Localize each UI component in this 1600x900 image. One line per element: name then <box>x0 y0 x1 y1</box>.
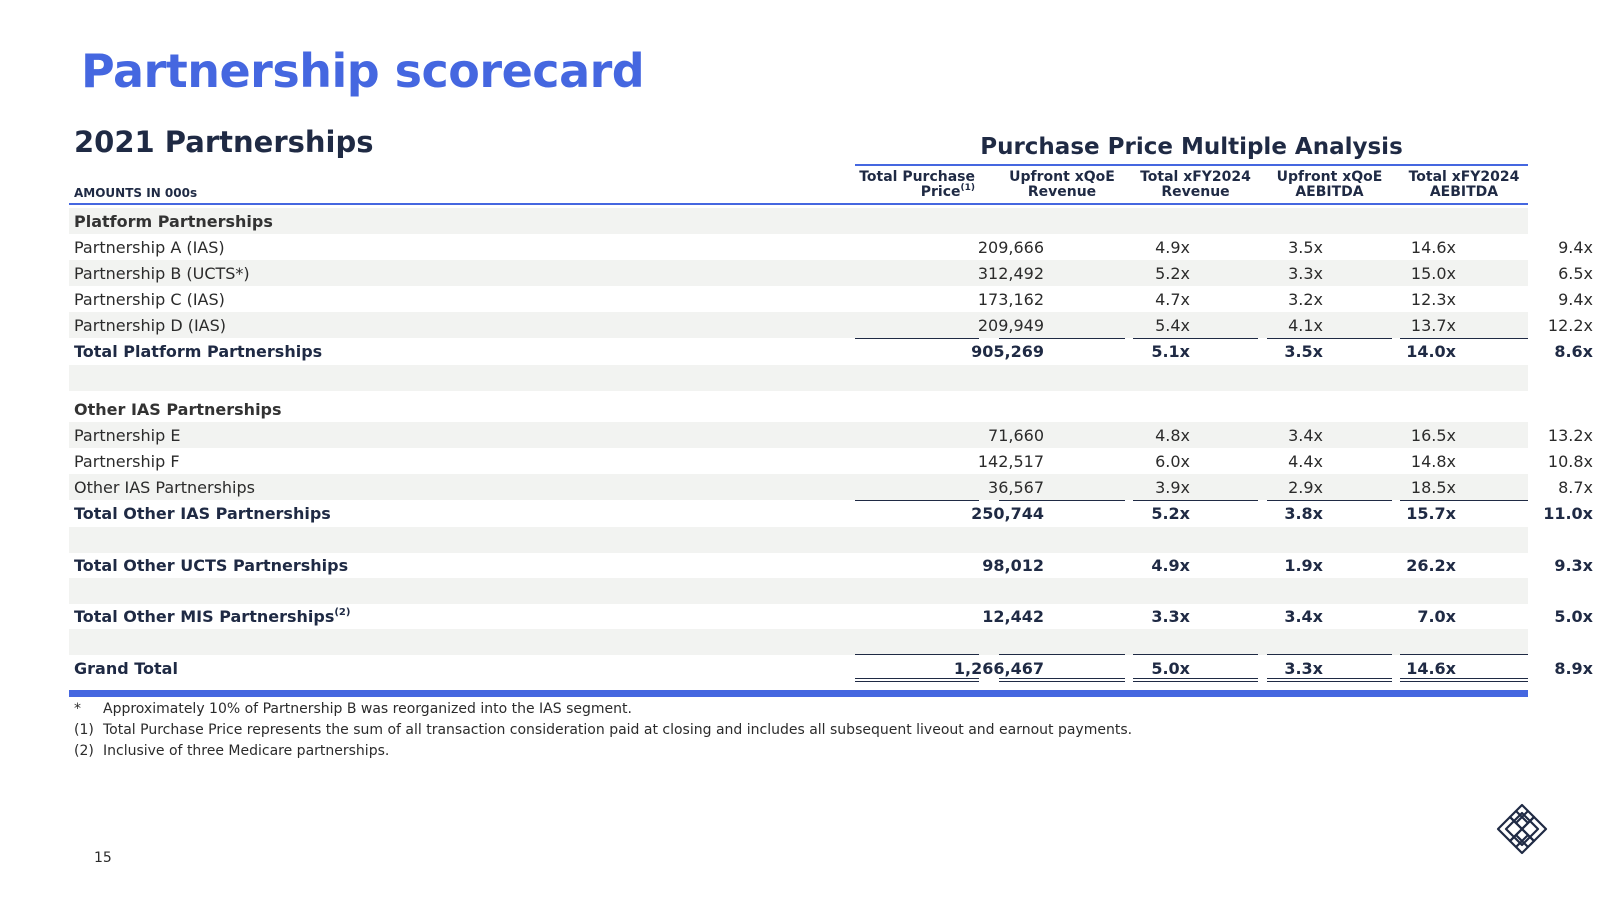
analysis-title-rule <box>855 164 1528 166</box>
table-row: Other IAS Partnerships 36,567 3.9x 2.9x 18.5x 8.7x <box>69 474 1528 500</box>
table-row: Partnership D (IAS) 209,949 5.4x 4.1x 13.7x 12.2x <box>69 312 1528 338</box>
grand-total-double-rule <box>1267 678 1392 682</box>
spacer-row <box>69 629 1528 655</box>
grand-total-double-rule <box>855 678 979 682</box>
table-row: Partnership B (UCTS*) 312,492 5.2x 3.3x 15.0x 6.5x <box>69 260 1528 286</box>
footnote: (2) Inclusive of three Medicare partnerships. <box>74 743 390 759</box>
spacer-row <box>69 578 1528 604</box>
column-header-total-fy2024-revenue: Total xFY2024 Revenue <box>1140 169 1251 200</box>
group-heading-other-ias: Other IAS Partnerships <box>74 400 282 419</box>
spacer-row <box>69 527 1528 553</box>
analysis-title: Purchase Price Multiple Analysis <box>980 134 1403 160</box>
column-header-total-fy2024-aebitda: Total xFY2024 AEBITDA <box>1408 169 1520 200</box>
grand-total-double-rule <box>999 678 1125 682</box>
column-header-upfront-aebitda: Upfront xQoE AEBITDA <box>1276 169 1383 200</box>
total-row-other-ias: Total Other IAS Partnerships 250,744 5.2x 3.8x 15.7x 11.0x <box>74 504 1593 523</box>
header-rule <box>69 203 1528 205</box>
section-title: 2021 Partnerships <box>74 125 374 159</box>
table-row: Partnership C (IAS) 173,162 4.7x 3.2x 12.3x 9.4x <box>74 290 1593 309</box>
page-number: 15 <box>94 850 112 866</box>
grand-total-row: Grand Total 1,266,467 5.0x 3.3x 14.6x 8.9x <box>74 659 1593 678</box>
total-row-platform: Total Platform Partnerships 905,269 5.1x 3.5x 14.0x 8.6x <box>74 342 1593 361</box>
column-header-upfront-revenue: Upfront xQoE Revenue <box>1009 169 1115 200</box>
column-header-total-purchase-price: Total Purchase Price$^{(1)}$ <box>859 169 975 200</box>
grand-total-double-rule <box>1133 678 1258 682</box>
total-row-other-ucts: Total Other UCTS Partnerships 98,012 4.9x 1.9x 26.2x 9.3x <box>74 556 1593 575</box>
footnote: (1) Total Purchase Price represents the sum of all transaction consideration paid at closing and includes all subsequent liveout and earnout payments. <box>74 722 1133 738</box>
table-row: Partnership E 71,660 4.8x 3.4x 16.5x 13.2x <box>69 422 1528 448</box>
interlaced-diamond-logo-icon <box>1494 803 1550 855</box>
units-label: AMOUNTS IN 000s <box>74 186 198 200</box>
table-row: Partnership A (IAS) 209,666 4.9x 3.5x 14.6x 9.4x <box>74 238 1593 257</box>
table-row: Partnership F 142,517 6.0x 4.4x 14.8x 10.8x <box>74 452 1593 471</box>
footnote: * Approximately 10% of Partnership B was reorganized into the IAS segment. <box>74 701 632 717</box>
group-heading-platform: Platform Partnerships <box>69 208 1528 234</box>
total-row-other-mis: Total Other MIS Partnerships$^{(2)}$ 12,442 3.3x 3.4x 7.0x 5.0x <box>74 607 1593 626</box>
table-bottom-bar <box>69 690 1528 697</box>
spacer-row <box>69 365 1528 391</box>
grand-total-double-rule <box>1400 678 1528 682</box>
page-title: Partnership scorecard <box>81 44 645 98</box>
